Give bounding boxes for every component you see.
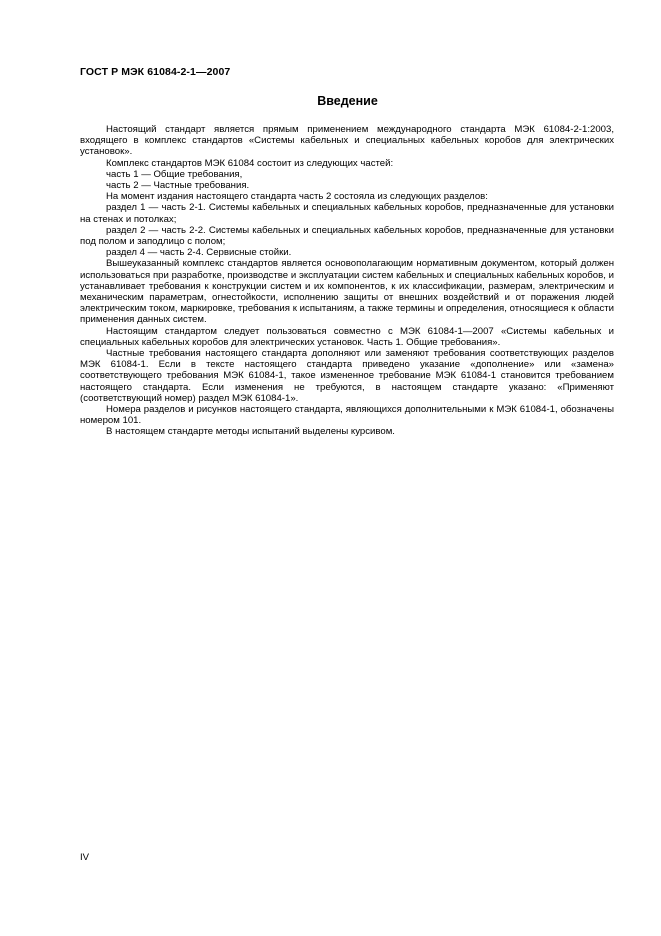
paragraph: Вышеуказанный комплекс стандартов является основополагающим нормативным документом, который должен использоваться при разработке, производстве и эксплуатации систем кабельных и специальных кабельных коробов, и устанавливает требования к конструкции систем и их компонентов, к их классификации, размерам, электрическим и механическим параметрам, огнестойкости, исполнению защиты от внешних воздействий и от поражения людей электрическим током, маркировке, требования к испытаниям, а также термины и определения, относящиеся к области применения данных систем. <box>80 258 614 326</box>
paragraph: В настоящем стандарте методы испытаний выделены курсивом. <box>106 426 395 438</box>
paragraph: часть 1 — Общие требования, <box>106 168 243 180</box>
paragraph: раздел 2 — часть 2-2. Системы кабельных и специальных кабельных коробов, предназначенные для установки под полом и заподлицо с полом; <box>80 224 614 248</box>
paragraph: часть 2 — Частные требования. <box>106 180 250 192</box>
paragraph: Комплекс стандартов МЭК 61084 состоит из следующих частей: <box>106 157 394 169</box>
paragraph: На момент издания настоящего стандарта часть 2 состояла из следующих разделов: <box>106 191 488 203</box>
paragraph: Номера разделов и рисунков настоящего стандарта, являющихся дополнительными к МЭК 61084-1, обозначены номером 101. <box>80 404 614 427</box>
paragraph: Частные требования настоящего стандарта дополняют или заменяют требования соответствующих разделов МЭК 61084-1. Если в тексте настоящего стандарта приведено указание «дополнение» или «замена» соответствующего требования МЭК 61084-1, такое измененное требование МЭК 61084-1 становится требованием настоящего стандарта. Если изменения не требуются, в настоящем стандарте указано: «Применяют (соответствующий номер) раздел МЭК 61084-1». <box>80 348 614 404</box>
body-text <box>80 124 614 438</box>
paragraph: раздел 4 — часть 2-4. Сервисные стойки. <box>106 247 292 259</box>
section-title: Введение <box>317 94 378 108</box>
document-header: ГОСТ Р МЭК 61084-2-1—2007 <box>80 66 231 78</box>
paragraph: Настоящий стандарт является прямым применением международного стандарта МЭК 61084-2-1:2003, входящего в комплекс стандартов «Системы кабельных и специальных кабельных коробов для электрических установок». <box>80 124 614 158</box>
page-number: IV <box>80 852 90 863</box>
paragraph: Настоящим стандартом следует пользоваться совместно с МЭК 61084-1—2007 «Системы кабельных и специальных кабельных коробов для электрических установок. Часть 1. Общие требования». <box>80 325 614 348</box>
paragraph: раздел 1 — часть 2-1. Системы кабельных и специальных кабельных коробов, предназначенные для установки на стенах и потолках; <box>80 202 614 225</box>
